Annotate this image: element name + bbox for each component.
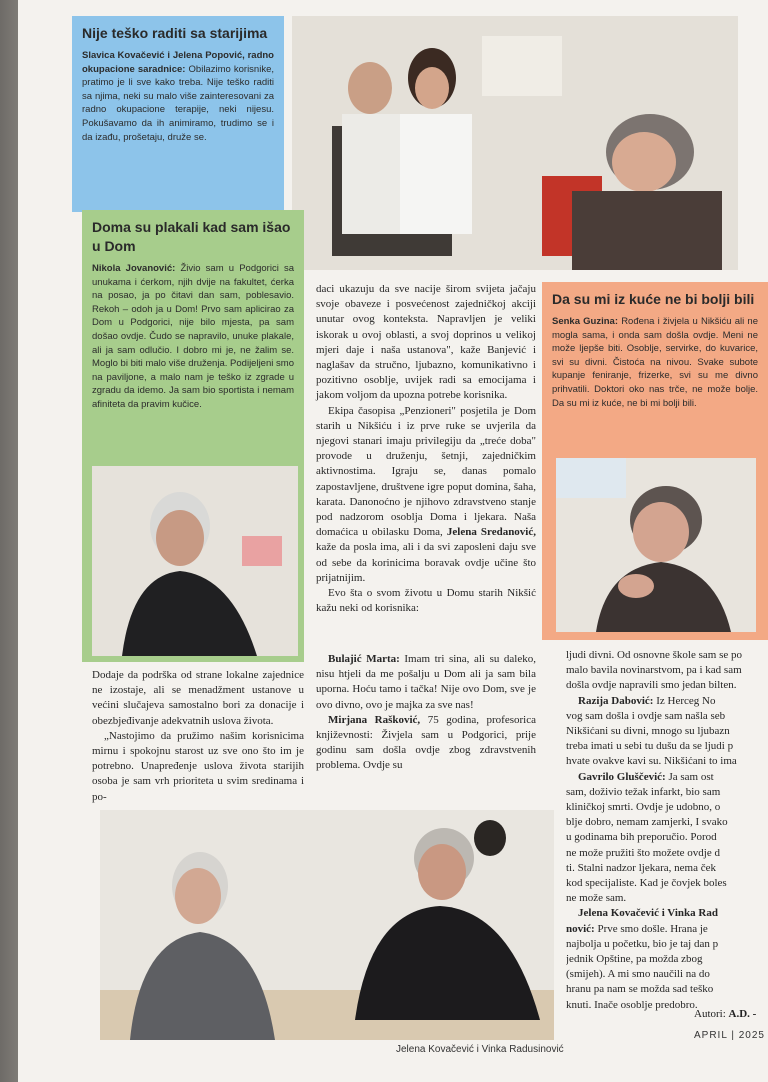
footer-separator: | <box>731 1030 735 1041</box>
text-line: ljudi divni. Od osnovne škole sam se po <box>566 649 742 661</box>
person-name: nović: <box>566 922 595 935</box>
text-line: ne može pružiti što možete ovdje d <box>566 846 720 859</box>
text-line: Nikšićani su divni, mnogo su ljubazn <box>566 725 730 738</box>
photo-illustration <box>92 466 298 656</box>
page-footer <box>694 1030 765 1041</box>
photo-illustration <box>100 810 554 1040</box>
text-line: (smijeh). A mi smo naučili na do <box>566 968 710 981</box>
line-text: Iz Herceg No <box>653 694 716 707</box>
text-line: jednik Opštine, pa možda zbog <box>566 953 703 966</box>
paragraph <box>316 404 536 586</box>
box-body: Obilazimo korisnike, pratimo je li sve kako treba. Nije teško raditi sa njima, neki su malo više zainteresovani za radno okupacione terapije, neki nijesu. Pokušavamo da ih animiramo, trudimo se i da izađu, prošetaju, druže se. <box>82 63 274 143</box>
text-line: najbolja u početku, bio je taj dan p <box>566 937 719 950</box>
article-column-left <box>92 668 304 805</box>
text-line <box>566 770 768 785</box>
paragraph: „Nastojimo da pružimo našim korisnicima mirnu i spokojnu starost uz sve ono što im je potrebno. Unapređenje uslova života starijih osoba je sam vrh prioriteta u svim sredinama i po- <box>92 729 304 803</box>
testimonial <box>316 713 536 774</box>
article-column-right <box>566 648 768 1013</box>
box-title: Da su mi iz kuće ne bi bolji bili <box>552 291 755 307</box>
text-line <box>566 694 768 709</box>
box-text <box>552 315 758 410</box>
issue-month: APRIL <box>694 1030 728 1041</box>
testimonial-text: Imam tri sina, ali su daleko, nisu htjeli da me pošalju u Dom ali ja sam bila uporna. Hoću tamo i tačka! Nije ovo Dom, sve je ovo divno, ovo je majka za sve nas! <box>316 653 536 711</box>
testimonial <box>316 652 536 713</box>
paragraph: Dodaje da podrška od strane lokalne zajednice ne izostaje, ali se menadžment ustanove u većini slučajeva samostalno bori za donacije i obezbjeđivanje adekvatnih uslova života. <box>92 669 304 727</box>
quote-box-popovic <box>72 16 284 212</box>
person-name: Razija Dabović: <box>578 694 654 707</box>
text-line: ti. Stalni nadzor ljekara, nema ček <box>566 861 716 874</box>
paragraph-text: kaže da posla ima, ali i da svi zaposleni daju sve od sebe da korinicima boravak ovdje učine što prijatnijim. <box>316 541 536 584</box>
text-line: hranu pa nam se možda sad teško <box>566 983 714 996</box>
paragraph: daci ukazuju da sve nacije širom svijeta jačaju svoje obaveze i posvećenost zajedničkoj akciji unutar ovog konteksta. Napravljen je veliki iskorak u ovoj oblasti, a svoj doprinos u velikoj mjeri daje i naša ustanova", kaže Banjević i naglašav da stručno, ljubazno, komunikativno i pozitivno osoblje, uvijek radi sa emocijama i jakom voljom da upozna potrebe korisnika. <box>316 283 536 402</box>
box-text <box>92 262 294 412</box>
photo-staff-and-resident <box>292 16 738 270</box>
text-line <box>566 922 768 937</box>
paragraph-text: Ekipa časopisa „Penzioneri" posjetila je Dom starih u Nikšiću i iz prve ruke se uvjerila da njegovi stanari imaju privilegiju da „treće doba" provode u druženju, šetnji, zajedničkim aktivnostima. Igraju se, danas pomalo zapostavljene, društvene igre poput domina, šaha, karata. Danonoćno je njihovo zdravstveno stanje pod nadzorom osoblja Doma i ljekara. Naša domaćica u obilasku Doma, <box>316 404 536 539</box>
box-body: Živio sam u Podgorici sa unukama i ćerkom, njih dvije na fakultet, ćerka na posao, ja po čitavi dan sam, poblesavio. Rekoh – odoh ja u Dom! Prvo sam aplicirao za Dom u Podgorici, nije bilo mjesta, pa sam došao ovdje. Čudo se napravilo, unuke plakale, ali ja sam odlučio. I dobro mi je, ne žalim se. Moglo bi biti malo više druženja. Podijeljeni smo na paviljone, a malo nam je teško iz zgrade u zgradu da idemo. Ja sam bio sportista i nemam afiniteta da pravim kučice. <box>92 263 294 410</box>
speaker-name: Nikola Jovanović: <box>92 263 176 274</box>
photo-caption: Jelena Kovačević i Vinka Radusinović <box>396 1044 564 1055</box>
author-label: Autori: <box>694 1008 726 1020</box>
person-name: Bulajić Marta: <box>328 653 400 665</box>
photo-illustration <box>292 16 738 270</box>
text-line: vog sam došla i ovdje sam našla seb <box>566 709 726 722</box>
person-name: Jelena Sredanović, <box>446 526 536 539</box>
testimonial-text: 75 godina, profesorica književnosti: Živjela sam u Podgorici, prije godinu sam došla ovdje zbog zdravstvenih problema. Ovdje su <box>316 713 536 772</box>
author-name: A.D. - <box>728 1008 757 1020</box>
box-title: Doma su plakali kad sam išao u Dom <box>92 219 291 254</box>
person-name: Gavrilo Gluščević: <box>578 770 666 783</box>
person-name: Mirjana Rašković, <box>328 713 421 726</box>
text-line: ne može sam. <box>566 892 627 905</box>
text-line: hvate ovakve kavi su. Nikšićani to ima <box>566 755 737 768</box>
speaker-name: Senka Guzina: <box>552 316 618 327</box>
text-line: došla ovdje napravili smo jedan bilten. <box>566 679 737 692</box>
text-line: knuti. Inače osoblje predobro. <box>566 998 698 1011</box>
text-line: blje dobro, nemam zamjerki, I svako <box>566 816 728 829</box>
box-text <box>82 49 274 144</box>
photo-illustration <box>556 458 756 632</box>
text-line: u godinama bih preporučio. Porod <box>566 831 717 844</box>
speaker-name: Slavica Kovačević i Jelena Popović, radno okupacione saradnice: <box>82 50 274 75</box>
paragraph: Evo šta o svom životu u Domu starih Nikšić kažu neki od korisnika: <box>316 587 536 615</box>
text-line: kod specijaliste. Kad je čovjek boles <box>566 877 727 890</box>
line-text: Ja sam ost <box>665 770 714 783</box>
text-line: sam, doživio težak infarkt, bio sam <box>566 785 721 798</box>
issue-year: 2025 <box>738 1030 765 1041</box>
text-line <box>566 906 768 921</box>
photo-senka-guzina <box>556 458 756 632</box>
author-credit <box>694 1008 756 1020</box>
text-line: kliničkoj smrti. Ovdje je udobno, o <box>566 801 721 814</box>
person-name: Jelena Kovačević i Vinka Rad <box>578 907 718 920</box>
article-column-middle <box>316 282 536 616</box>
text-line: treba imati u sebi tu dušu da se ljudi p <box>566 740 734 753</box>
article-column-testimonials <box>316 652 536 774</box>
box-title: Nije teško raditi sa starijima <box>82 25 268 41</box>
line-text: Prve smo došle. Hrana je <box>594 922 708 935</box>
photo-nikola-jovanovic <box>92 466 298 656</box>
text-line: malo bavila novinarstvom, pa i kad sam <box>566 664 742 677</box>
photo-kovacevic-radusinovic <box>100 810 554 1040</box>
box-body: Rođena i živjela u Nikšiću ali ne mogla sama, i onda sam došla ovdje. Meni ne može ljepše biti. Osoblje, servirke, do kuvarice, svi su divni. Čistoća na nivou. Svake subote kupanje feniranje, frizerke, svi su me divno prihvatili. Doktori oko nas trče, ne može bolje. Da su mi iz kuće, ne bi mi bolji bili. <box>552 316 759 409</box>
